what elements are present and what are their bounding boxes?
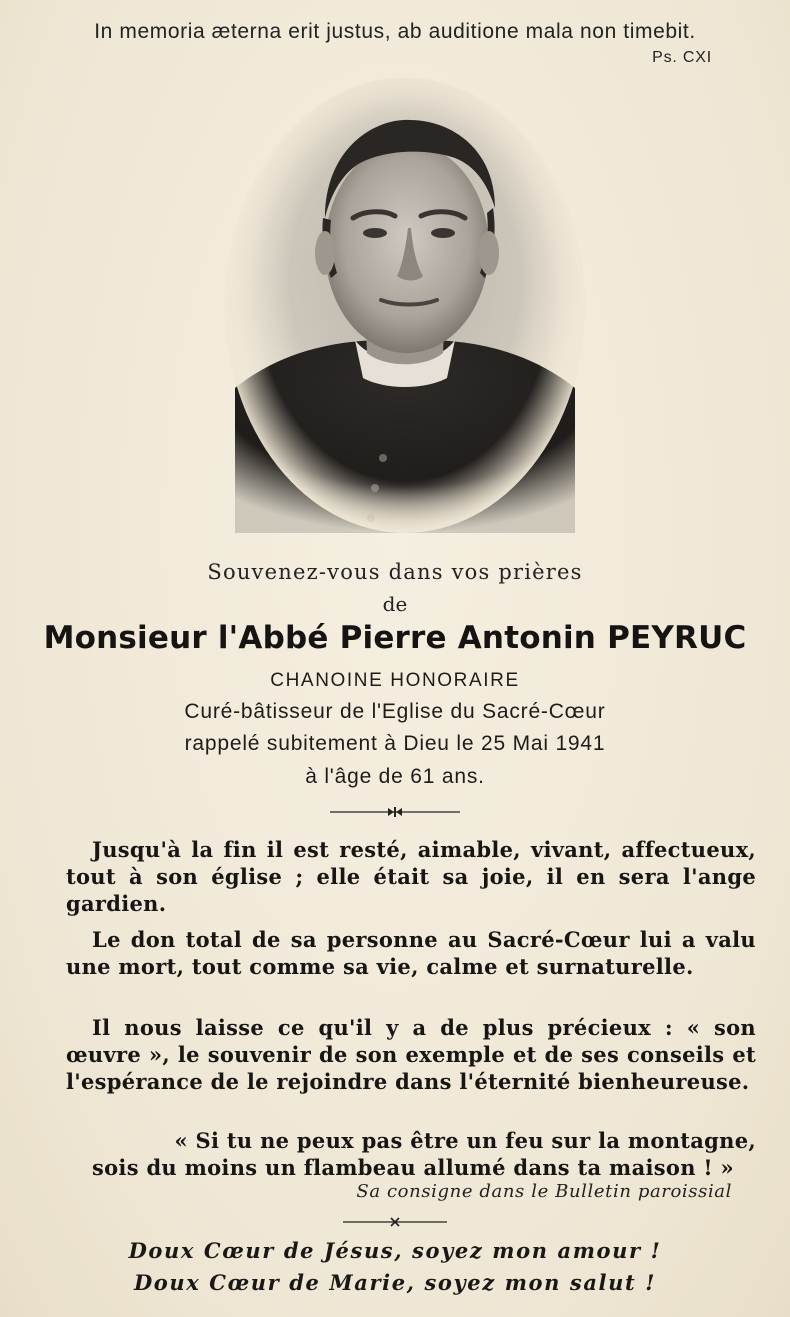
- prayer-heading-de: de: [382, 592, 408, 616]
- deceased-role: Curé-bâtisseur de l'Eglise du Sacré-Cœur: [184, 700, 606, 723]
- deceased-rank: CHANOINE HONORAIRE: [270, 670, 520, 691]
- tribute-paragraph-2: Le don total de sa personne au Sacré-Cœur lui a valu une mort, tout comme sa vie, calme et surnaturelle.: [66, 927, 756, 979]
- death-age: à l'âge de 61 ans.: [305, 765, 485, 788]
- ornament-divider: [330, 804, 460, 820]
- quote-source: Sa consigne dans le Bulletin paroissial: [356, 1181, 732, 1202]
- invocation-jesus: Doux Cœur de Jésus, soyez mon amour !: [128, 1238, 662, 1263]
- tribute-paragraph-1: Jusqu'à la fin il est resté, aimable, vivant, affectueux, tout à son église ; elle était sa joie, il en sera l'ange gardien.: [66, 837, 756, 916]
- tribute-quote: [66, 1127, 756, 1181]
- prayer-heading: Souvenez-vous dans vos prières: [207, 560, 583, 584]
- ornament-divider-small: [343, 1214, 447, 1230]
- tribute-paragraph-3: Il nous laisse ce qu'il y a de plus précieux : « son œuvre », le souvenir de son exemple et de ses conseils et l'espérance de le rejoindre dans l'éternité bienheureuse.: [66, 1015, 756, 1094]
- quote-line-2: sois du moins un flambeau allumé dans ta maison ! »: [92, 1155, 734, 1180]
- deceased-name: Monsieur l'Abbé Pierre Antonin PEYRUC: [43, 620, 747, 656]
- epigraph-text: In memoria æterna erit justus, ab auditione mala non timebit.: [94, 20, 696, 43]
- psalm-reference: Ps. CXI: [652, 49, 712, 66]
- death-date: rappelé subitement à Dieu le 25 Mai 1941: [184, 732, 606, 755]
- invocation-marie: Doux Cœur de Marie, soyez mon salut !: [133, 1270, 657, 1295]
- portrait-photo: [225, 78, 585, 533]
- quote-line-1: « Si tu ne peux pas être un feu sur la montagne,: [174, 1128, 756, 1153]
